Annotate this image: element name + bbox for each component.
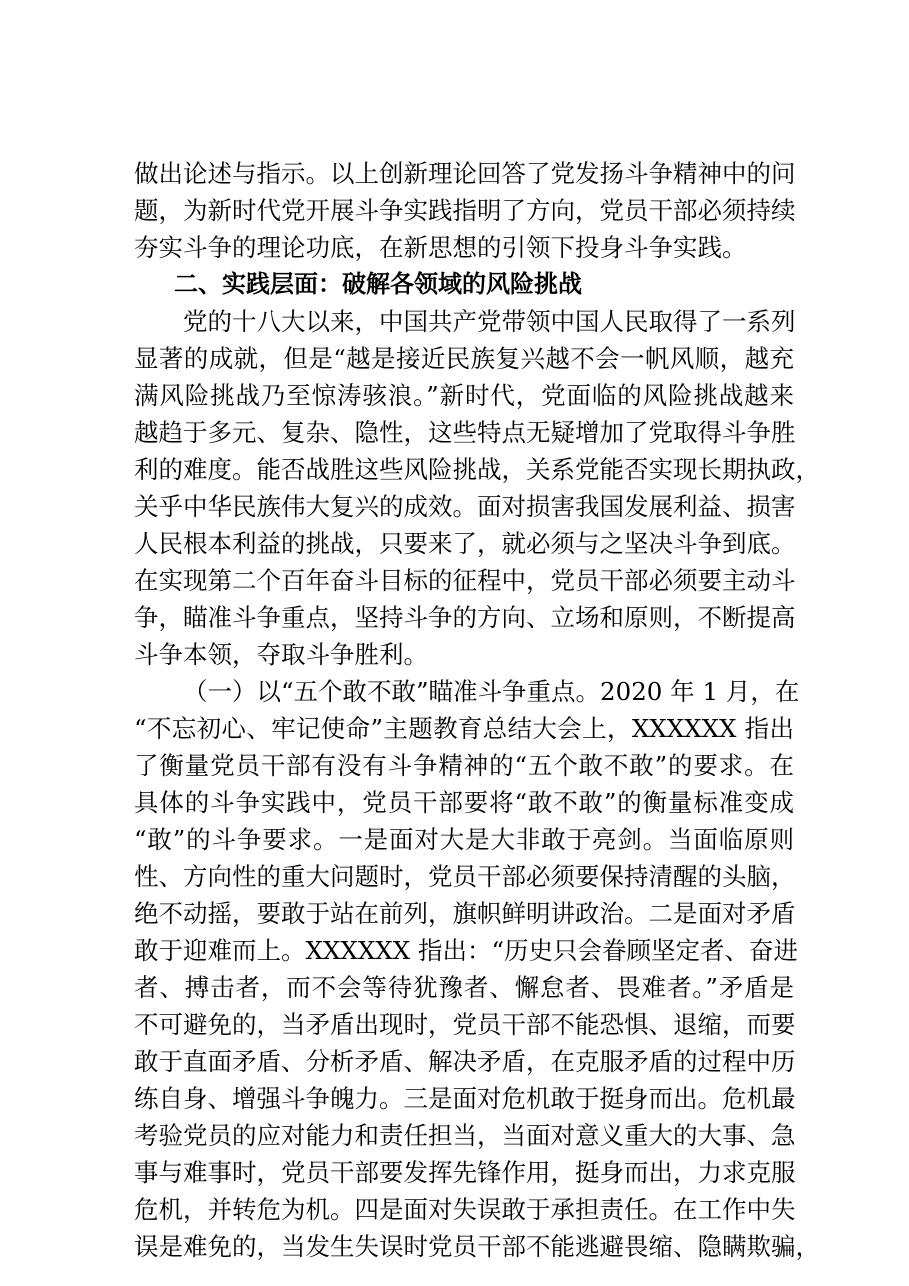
text-line: 人民根本利益的挑战，只要来了，就必须与之坚决斗争到底。: [134, 529, 796, 558]
text-line: 性、方向性的重大问题时，党员干部必须要保持清醒的头脑，: [134, 862, 796, 891]
text-line: 显著的成就，但是“越是接近民族复兴越不会一帆风顺，越充: [134, 344, 794, 373]
text-line: （一）以“五个敢不敢”瞄准斗争重点。2020 年 1 月，在: [183, 677, 800, 706]
text-line: 敢于直面矛盾、分析矛盾、解决矛盾，在克服矛盾的过程中历: [134, 1047, 796, 1076]
text-line: 误是难免的，当发生失误时党员干部不能逃避畏缩、隐瞒欺骗，: [134, 1232, 820, 1261]
text-line: 关乎中华民族伟大复兴的成效。面对损害我国发展利益、损害: [134, 492, 796, 521]
text-line: 在实现第二个百年奋斗目标的征程中，党员干部必须要主动斗: [134, 566, 796, 595]
paragraph-five-dare-or-not: [134, 673, 820, 1265]
text-line: 敢于迎难而上。XXXXXX 指出：“历史只会眷顾坚定者、奋进: [134, 936, 798, 965]
document-body: [134, 155, 820, 1265]
text-line: 事与难事时，党员干部要发挥先锋作用，挺身而出，力求克服: [134, 1158, 796, 1187]
text-line: 争，瞄准斗争重点，坚持斗争的方向、立场和原则，不断提高: [134, 603, 796, 632]
text-line: 利的难度。能否战胜这些风险挑战，关系党能否实现长期执政，: [134, 455, 820, 484]
text-line: 题，为新时代党开展斗争实践指明了方向，党员干部必须持续: [134, 196, 796, 225]
text-line: 越趋于多元、复杂、隐性，这些特点无疑增加了党取得斗争胜: [134, 418, 796, 447]
paragraph-theory-conclusion: [134, 155, 794, 266]
text-line: 者、搏击者，而不会等待犹豫者、懈怠者、畏难者。”矛盾是: [134, 973, 794, 1002]
text-line: 绝不动摇，要敢于站在前列，旗帜鲜明讲政治。二是面对矛盾: [134, 899, 796, 928]
text-line: 不可避免的，当矛盾出现时，党员干部不能恐惧、退缩，而要: [134, 1010, 796, 1039]
text-line: 考验党员的应对能力和责任担当，当面对意义重大的大事、急: [134, 1121, 796, 1150]
text-line: 了衡量党员干部有没有斗争精神的“五个敢不敢”的要求。在: [134, 751, 794, 780]
paragraph-risk-challenges: [134, 303, 820, 673]
text-line: 做出论述与指示。以上创新理论回答了党发扬斗争精神中的问: [134, 159, 796, 188]
text-line: 练自身、增强斗争魄力。三是面对危机敢于挺身而出。危机最: [134, 1084, 796, 1113]
section-heading: 二、实践层面：破解各领域的风险挑战: [174, 270, 582, 298]
text-line: 党的十八大以来，中国共产党带领中国人民取得了一系列: [183, 307, 796, 336]
text-line: 具体的斗争实践中，党员干部要将“敢不敢”的衡量标准变成: [134, 788, 794, 817]
text-line: 满风险挑战乃至惊涛骇浪。”新时代，党面临的风险挑战越来: [134, 381, 794, 410]
text-line: “不忘初心、牢记使命”主题教育总结大会上，XXXXXX 指出: [134, 714, 794, 743]
text-line: 危机，并转危为机。四是面对失误敢于承担责任。在工作中失: [134, 1195, 796, 1224]
text-line: 斗争本领，夺取斗争胜利。: [134, 640, 428, 669]
text-line: “敢”的斗争要求。一是面对大是大非敢于亮剑。当面临原则: [134, 825, 794, 854]
text-line: 夯实斗争的理论功底，在新思想的引领下投身斗争实践。: [134, 233, 747, 262]
